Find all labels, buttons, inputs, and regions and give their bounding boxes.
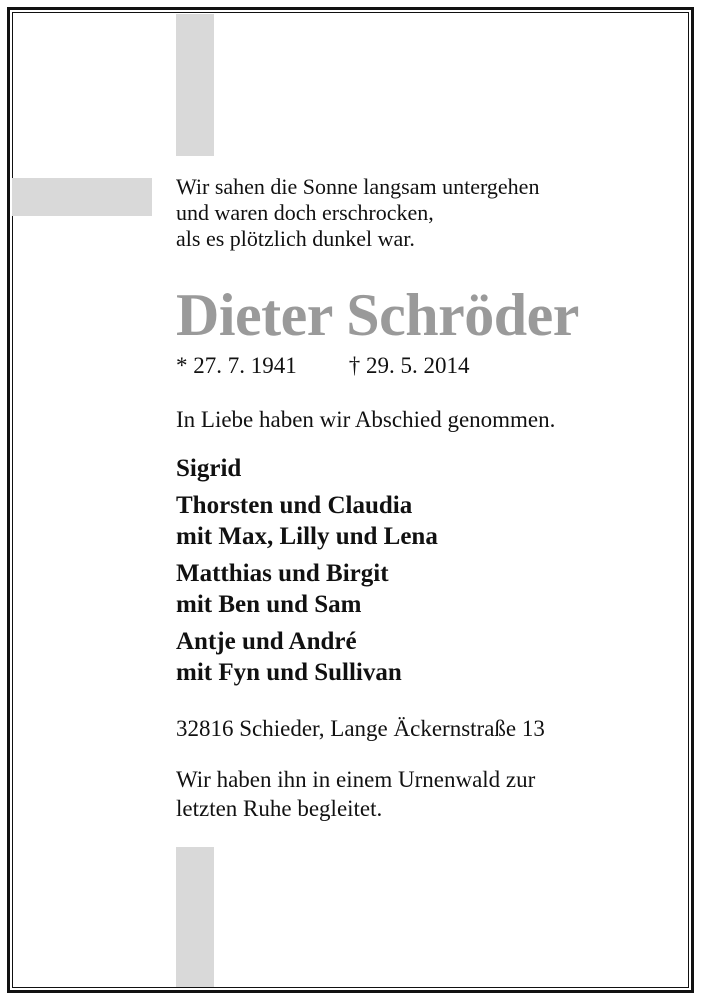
family-list: [176, 453, 681, 694]
address: 32816 Schieder, Lange Äckernstraße 13: [176, 716, 545, 741]
life-dates: [176, 352, 681, 380]
family-group: [176, 558, 681, 620]
family-line: Sigrid: [176, 455, 242, 482]
birth-date: * 27. 7. 1941: [176, 353, 297, 378]
closing-text: [176, 765, 681, 823]
family-group: [176, 626, 681, 688]
death-date: † 29. 5. 2014: [348, 353, 470, 378]
family-line: Antje und André: [176, 628, 357, 655]
family-line: mit Max, Lilly und Lena: [176, 523, 438, 550]
cross-bottom-bar: [176, 847, 214, 987]
family-group: [176, 453, 681, 484]
poem: [176, 174, 681, 252]
family-group: [176, 490, 681, 552]
deceased-name: Dieter Schröder: [176, 282, 579, 348]
family-line: Thorsten und Claudia: [176, 492, 413, 519]
family-line: Matthias und Birgit: [176, 560, 389, 587]
closing-line: letzten Ruhe begleitet.: [176, 796, 383, 821]
cross-top-bar: [176, 14, 214, 156]
poem-line: Wir sahen die Sonne langsam untergehen: [176, 174, 540, 199]
cross-arm-bar: [12, 178, 152, 216]
poem-line: und waren doch erschrocken,: [176, 200, 434, 225]
closing-line: Wir haben ihn in einem Urnenwald zur: [176, 767, 536, 792]
poem-line: als es plötzlich dunkel war.: [176, 226, 415, 251]
family-line: mit Ben und Sam: [176, 591, 362, 618]
farewell-text: In Liebe haben wir Abschied genommen.: [176, 407, 556, 432]
family-line: mit Fyn und Sullivan: [176, 659, 402, 686]
